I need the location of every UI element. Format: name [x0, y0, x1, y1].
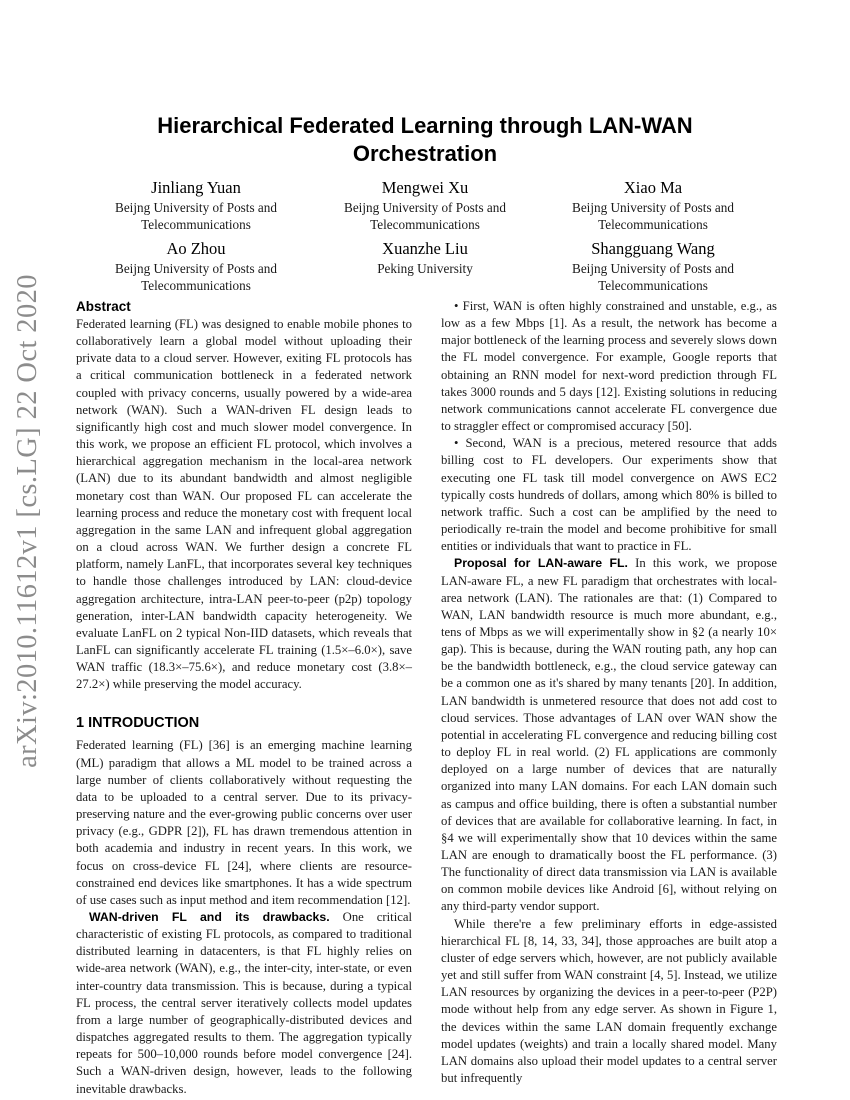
introduction-heading: 1 INTRODUCTION — [76, 715, 200, 732]
author-block — [305, 178, 545, 233]
paragraph-text: In this work, we propose LAN-aware FL, a new FL paradigm that orchestrates with local-area network (LAN). The rationales are that: (1) Compared to WAN, LAN bandwidth resource is much more abundant, e.g., tens of Mbps as we will experimentally show in §2 (a nearly 10× gap). This is because, during the WAN routing path, any hop can be the bandwidth bottleneck, e.g., the cloud service gateway can be a common one as it's shared by many tenants [20]. In addition, LAN bandwidth is unmetered resource that does not add cost to cloud services. Those advantages of LAN over WAN show the potential in accelerating FL convergence and reducing billing cost to deploy FL in real world. (2) FL applications are commonly deployed on a large number of devices that are naturally organized into many LAN domains. For each LAN domain such as campus and office building, there is often a substantial number of devices that are available for collaborative learning. In fact, in §4 we will experimentally show that 10 devices within the same LAN are enough to dramatically boost the FL performance. (3) The functionality of direct data transmission via LAN is available on common mobile devices like Android [6], without relying on any third-party vendor support. — [441, 556, 777, 914]
author-affiliation: Peking University — [377, 261, 473, 276]
intro-paragraph: Federated learning (FL) [36] is an emerging machine learning (ML) paradigm that allows a ML model to be trained across a large number of clients collaboratively without requesting the data to be uploaded to a central server. Due to its privacy-preserving nature and the ever-growing public concerns over user privacy (e.g., GDPR [2]), FL has drawn tremendous attention in both academia and industry in recent years. In this work, we focus on cross-device FL [24], where clients are resource-constrained end devices like smartphones. It has a wide spectrum of use cases such as input method and item recommendation [12]. — [76, 738, 412, 907]
arxiv-stamp: arXiv:2010.11612v1 [cs.LG] 22 Oct 2020 — [12, 273, 44, 768]
bullet-paragraph: • Second, WAN is a precious, metered resource that adds billing cost to FL developers. Our experiments show that executing one FL task till model convergence on AWS EC2 typically costs hundreds of dollars, among which 80% is billed to network traffic. Such a cost can be amplified by the need to periodically re-train the model and become prohibitive for small entities or individuals that want to practice in FL. — [441, 436, 777, 554]
right-column — [441, 298, 777, 1087]
author-name: Xiao Ma — [623, 178, 683, 197]
author-affiliation: Beijng University of Posts and Telecommunications — [115, 261, 277, 293]
author-name: Jinliang Yuan — [151, 178, 241, 197]
paragraph-text: One critical characteristic of existing FL protocols, as compared to traditional distributed learning in datacenters, is that FL highly relies on wide-area network (WAN), e.g., the inter-city, inter-state, or even inter-country data transmission. This is because, during a typical FL process, the central server iteratively collects model updates from a large number of geographically-distributed devices and dispatches aggregated results to them. The aggregation typically repeats for 500–10,000 rounds before model convergence [24]. Such a WAN-driven design, however, leads to the following inevitable drawbacks. — [76, 910, 413, 1096]
author-name: Ao Zhou — [166, 239, 226, 258]
paper-title: Hierarchical Federated Learning through LAN-WAN Orchestration — [157, 113, 693, 166]
author-block — [533, 239, 773, 294]
run-in-heading: Proposal for LAN-aware FL. — [454, 556, 628, 571]
author-affiliation: Beijng University of Posts and Telecommunications — [572, 261, 734, 293]
body-paragraph: While there're a few preliminary efforts in edge-assisted hierarchical FL [8, 14, 33, 34], those approaches are built atop a cluster of edge servers which, however, are not publicly available yet and still suffer from WAN constraint [4, 5]. Instead, we utilize LAN resources by organizing the devices in a peer-to-peer (P2P) mode without help from any edge server. As shown in Figure 1, the devices within the same LAN domain frequently exchange model updates (weights) and train a locally shared model. Many LAN domains also upload their model updates to a central server but infrequently — [441, 916, 777, 1086]
author-affiliation: Beijng University of Posts and Telecommunications — [344, 200, 506, 232]
author-block — [533, 178, 773, 233]
author-name: Shangguang Wang — [591, 239, 715, 258]
body-paragraph — [441, 555, 777, 915]
author-block — [76, 178, 316, 233]
author-block — [305, 239, 545, 277]
intro-paragraph — [76, 909, 412, 1098]
bullet-paragraph: • First, WAN is often highly constrained and unstable, e.g., as low as a few Mbps [1]. As a result, the network has become a major bottleneck of the learning process and severely slows down the FL model convergence. For example, Google reports that obtaining an RNN model for next-word prediction through FL takes 3000 rounds and 5 days [12]. Existing solutions in reducing network communications cannot accelerate FL convergence due to straggler effect or compromised accuracy [50]. — [441, 299, 777, 434]
author-affiliation: Beijng University of Posts and Telecommunications — [115, 200, 277, 232]
author-name: Mengwei Xu — [381, 178, 469, 197]
left-column — [76, 298, 412, 1098]
author-block — [76, 239, 316, 294]
run-in-heading: WAN-driven FL and its drawbacks. — [89, 910, 330, 924]
abstract-text: Federated learning (FL) was designed to enable mobile phones to collaboratively learn a global model without uploading their private data to a cloud server. However, exiting FL protocols has a critical communication bottleneck in a federated network coupled with privacy concerns, usually powered by a wide-area network (WAN). Such a WAN-driven FL design leads to significantly high cost and much slower model convergence. In this work, we propose an efficient FL protocol, which involves a hierarchical aggregation mechanism in the local-area network (LAN) due to its abundant bandwidth and almost negligible monetary cost than WAN. Our proposed FL can accelerate the learning process and reduce the monetary cost with frequent local aggregation in the same LAN and infrequent global aggregation on a cloud across WAN. We further design a concrete FL platform, namely LanFL, that incorporates several key techniques to handle those challenges introduced by LAN: cloud-device aggregation architecture, intra-LAN peer-to-peer (p2p) topology generation, inter-LAN bandwidth capacity heterogeneity. We evaluate LanFL on 2 typical Non-IID datasets, which reveals that LanFL can significantly accelerate FL training (1.5×–6.0×), save WAN traffic (18.3×–75.6×), and reduce monetary cost (3.8×–27.2×) while preserving the model accuracy. — [76, 317, 412, 692]
author-name: Xuanzhe Liu — [382, 239, 468, 258]
abstract-heading: Abstract — [76, 299, 131, 314]
author-affiliation: Beijng University of Posts and Telecommunications — [572, 200, 734, 232]
